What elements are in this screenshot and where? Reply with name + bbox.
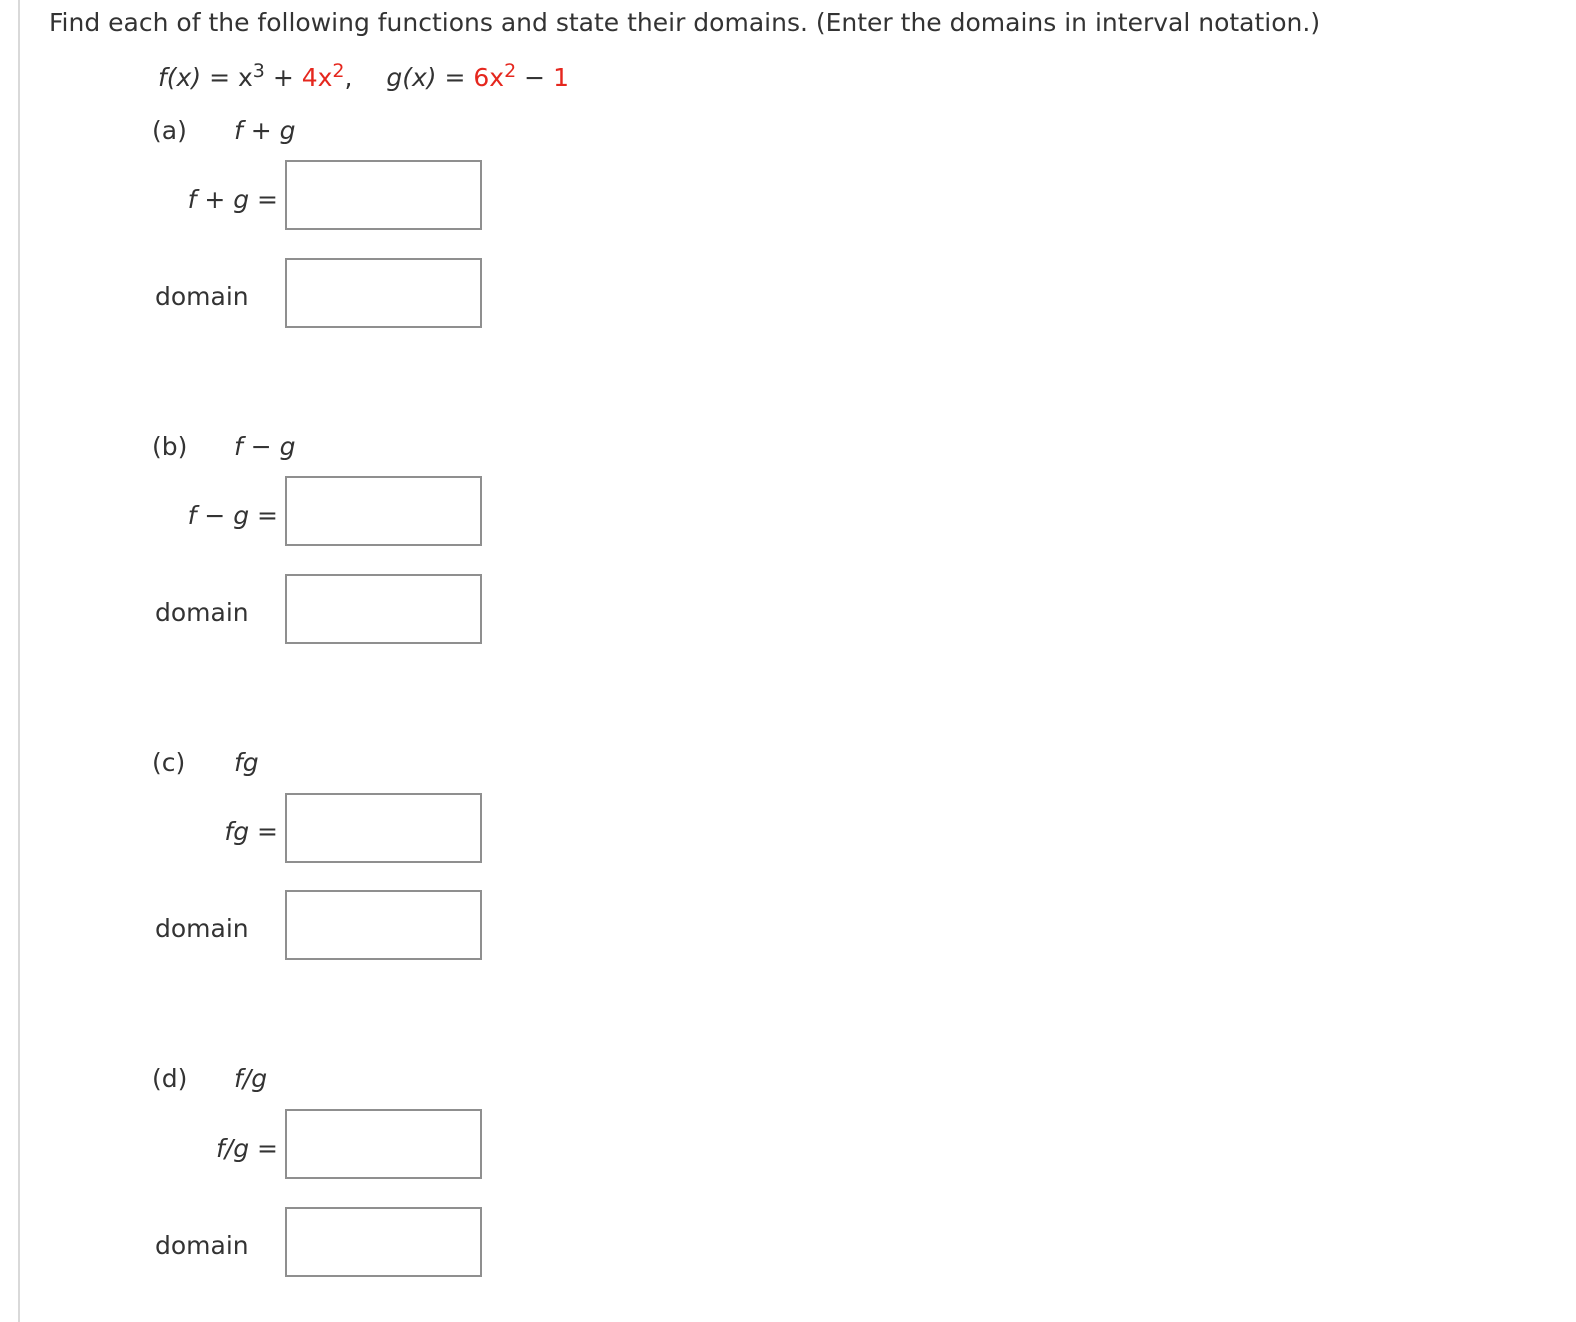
- part-c-answer-input[interactable]: [285, 793, 482, 863]
- f-term2: [301, 60, 345, 92]
- part-a-expression-name: f + g: [187, 185, 250, 214]
- f-equals: =: [209, 63, 231, 92]
- part-b-expression-label: [152, 499, 278, 533]
- part-a-equals: =: [257, 185, 278, 214]
- part-c-header: [152, 746, 259, 780]
- g-minus: −: [524, 63, 546, 92]
- part-b-domain-input[interactable]: [285, 574, 482, 644]
- part-b-header: [152, 430, 296, 464]
- part-d-expression-label: [152, 1132, 278, 1166]
- instructions-text: Find each of the following functions and state their domains. (Enter the domains in interval notation.): [49, 8, 1321, 37]
- part-b-expression-name: f − g: [187, 501, 250, 530]
- part-d-expression-name: f/g: [216, 1134, 250, 1163]
- f-plus: +: [272, 63, 294, 92]
- part-c-equals: =: [257, 817, 278, 846]
- f-term1-base: x: [237, 63, 253, 92]
- part-c-expression-name: fg: [224, 817, 250, 846]
- g-term1-exponent: 2: [504, 60, 517, 82]
- part-d-answer-input[interactable]: [285, 1109, 482, 1179]
- part-c-function: fg: [234, 748, 259, 777]
- part-d-header: [152, 1062, 268, 1096]
- part-d-domain-label: domain: [155, 1231, 249, 1260]
- part-b-equals: =: [257, 501, 278, 530]
- f-term1: [237, 60, 265, 92]
- f-name: f(x): [158, 63, 202, 92]
- part-d-function: f/g: [234, 1064, 268, 1093]
- g-term1-base: 6x: [473, 63, 505, 92]
- part-b-answer-input[interactable]: [285, 476, 482, 546]
- part-a-label: (a): [152, 116, 187, 145]
- part-b-function: f − g: [234, 432, 296, 461]
- part-c-domain-label: domain: [155, 914, 249, 943]
- part-c-domain-input[interactable]: [285, 890, 482, 960]
- part-d-domain-input[interactable]: [285, 1207, 482, 1277]
- g-name: g(x): [386, 63, 437, 92]
- g-equals: =: [444, 63, 466, 92]
- left-border-rule: [18, 0, 20, 1322]
- g-term1: [473, 60, 517, 92]
- part-a-header: [152, 114, 296, 148]
- part-b-label: (b): [152, 432, 188, 461]
- f-term2-base: 4x: [301, 63, 333, 92]
- part-a-domain-label: domain: [155, 282, 249, 311]
- part-c-label: (c): [152, 748, 186, 777]
- g-term2: 1: [553, 63, 569, 92]
- part-a-answer-input[interactable]: [285, 160, 482, 230]
- f-term2-exponent: 2: [332, 60, 345, 82]
- part-d-equals: =: [257, 1134, 278, 1163]
- f-term1-exponent: 3: [252, 60, 265, 82]
- part-a-expression-label: [152, 183, 278, 217]
- given-comma: ,: [344, 63, 353, 92]
- part-c-expression-label: [152, 815, 278, 849]
- part-a-function: f + g: [234, 116, 296, 145]
- part-d-label: (d): [152, 1064, 188, 1093]
- part-a-domain-input[interactable]: [285, 258, 482, 328]
- part-b-domain-label: domain: [155, 598, 249, 627]
- given-functions: [158, 60, 569, 96]
